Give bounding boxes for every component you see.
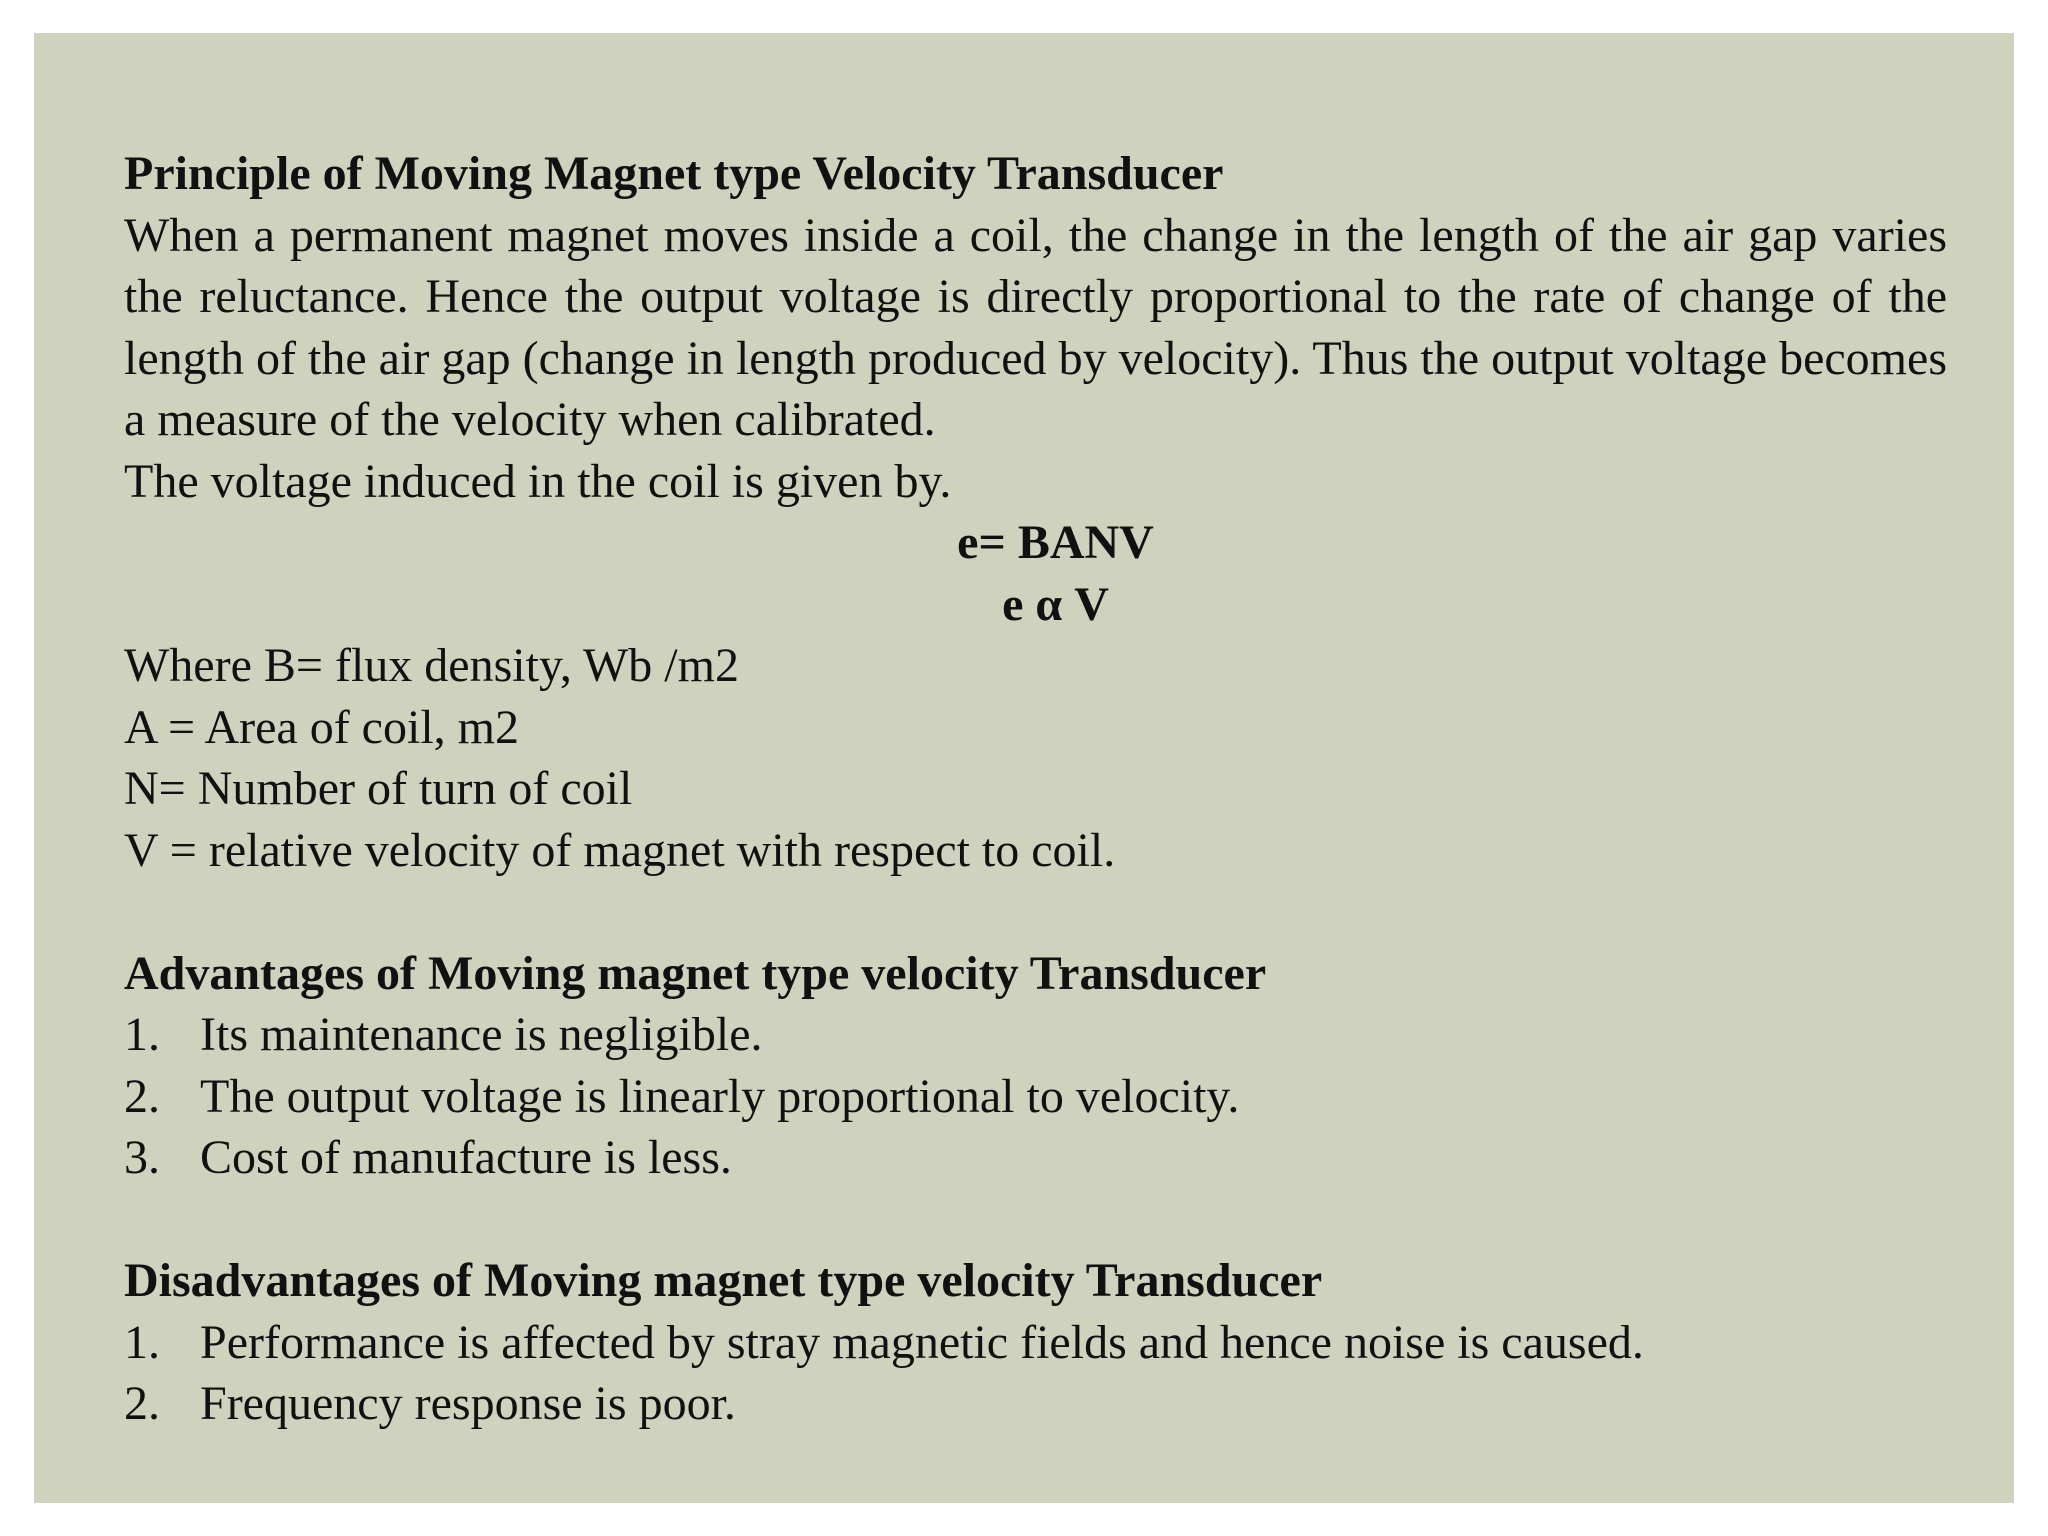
list-item-number: 1. [124, 1008, 160, 1061]
list-item [124, 1004, 1947, 1066]
principle-heading: Principle of Moving Magnet type Velocity Transducer [124, 147, 1224, 200]
where-line-turns: N= Number of turn of coil [124, 762, 633, 815]
list-item-text: Its maintenance is negligible. [200, 1008, 763, 1061]
slide-content [124, 143, 1947, 1435]
list-item-number: 2. [124, 1069, 160, 1123]
list-item-text: Cost of manufacture is less. [200, 1131, 732, 1184]
list-item-number: 3. [124, 1131, 160, 1184]
slide [34, 33, 2014, 1503]
list-item-text: The output voltage is linearly proportional to velocity. [200, 1069, 1240, 1123]
section-spacer [124, 881, 1947, 943]
list-item [124, 1127, 1947, 1189]
principle-paragraph: When a permanent magnet moves inside a coil, the change in the length of the air gap varies the reluctance. Hence the output voltage is directly proportional to the rate of change of the length of the air gap (change in length produced by velocity). Thus the output voltage becomes a measure of the velocity when calibrated. [124, 208, 1947, 446]
induced-voltage-intro: The voltage induced in the coil is given by. [124, 454, 952, 508]
where-line-velocity: V = relative velocity of magnet with respect to coil. [124, 823, 1116, 877]
list-item-number: 1. [124, 1315, 160, 1369]
list-item [124, 1373, 1947, 1435]
advantages-heading: Advantages of Moving magnet type velocity Transducer [124, 946, 1267, 1000]
disadvantages-heading: Disadvantages of Moving magnet type velocity Transducer [124, 1254, 1323, 1307]
list-item-text: Frequency response is poor. [200, 1377, 736, 1430]
disadvantages-list [124, 1312, 1947, 1435]
section-spacer [124, 1189, 1947, 1251]
advantages-list [124, 1004, 1947, 1189]
formula-proportionality: e α V [1002, 577, 1109, 631]
list-item [124, 1312, 1947, 1374]
list-item-number: 2. [124, 1377, 160, 1430]
formula-emf: e= BANV [957, 516, 1154, 569]
where-line-area: A = Area of coil, m2 [124, 700, 519, 754]
list-item-text: Performance is affected by stray magnetic fields and hence noise is caused. [200, 1315, 1644, 1369]
where-line-flux-density: Where B= flux density, Wb /m2 [124, 639, 739, 692]
list-item [124, 1066, 1947, 1128]
